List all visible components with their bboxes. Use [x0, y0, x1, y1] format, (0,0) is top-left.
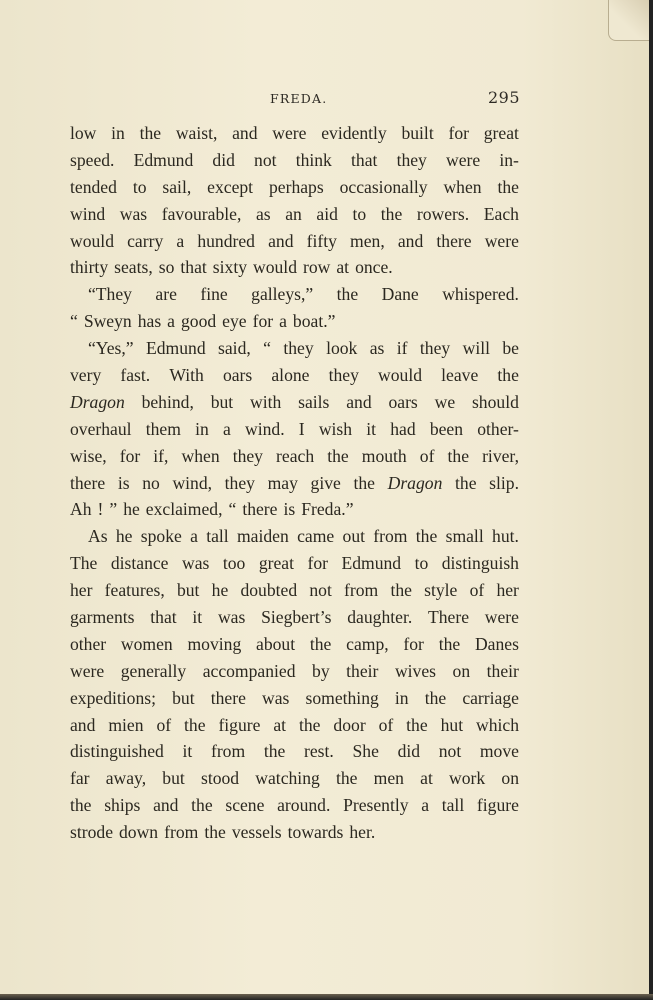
page-number: 295 [488, 88, 521, 107]
word: were [484, 230, 519, 251]
word: too [222, 553, 246, 574]
word: mouth [361, 445, 407, 466]
word: is [283, 499, 296, 520]
word: fifty [306, 230, 337, 251]
word: features, [104, 580, 165, 601]
text-line [70, 147, 519, 174]
word: “ [70, 311, 78, 332]
word: fast. [120, 365, 151, 386]
word: there [242, 499, 278, 520]
word: to [352, 203, 367, 224]
word: wish [318, 418, 353, 439]
word: they [419, 338, 451, 359]
word: the [497, 176, 519, 197]
word: but [162, 768, 185, 789]
word: if [396, 338, 408, 359]
word: to [414, 553, 429, 574]
word: by [312, 660, 330, 681]
word: scene [225, 795, 265, 816]
word: as [255, 203, 271, 224]
word: rest. [304, 741, 334, 762]
text-line [70, 792, 519, 819]
word: moving [187, 633, 242, 654]
word: around. [277, 795, 331, 816]
word: the [336, 284, 359, 305]
word: boat.” [292, 311, 336, 332]
word: in [195, 418, 209, 439]
text-line [70, 470, 519, 497]
word: hut. [492, 526, 519, 547]
text-line [70, 228, 519, 255]
word: expeditions; [70, 687, 157, 708]
word: there [210, 687, 246, 708]
word: at [336, 257, 350, 278]
word: ships [104, 795, 141, 816]
word: towards [287, 822, 344, 843]
word: down [119, 822, 159, 843]
word: that [150, 607, 177, 628]
word: as [369, 338, 385, 359]
word: built [401, 123, 434, 143]
word: seats, [114, 257, 153, 278]
body-text [70, 120, 519, 846]
word: camp, [346, 633, 389, 654]
word: oars [388, 391, 418, 412]
word: look [326, 338, 358, 359]
word: the [353, 472, 375, 493]
word: would [378, 365, 423, 386]
running-head-title: FREDA. [270, 91, 328, 106]
word: wind. [245, 418, 285, 439]
word: style [424, 580, 458, 601]
word: was [262, 687, 290, 708]
word: waist, [175, 123, 218, 143]
word: but [172, 687, 195, 708]
word: sails [298, 391, 330, 412]
word: favourable, [161, 203, 242, 224]
word: men, [350, 230, 385, 251]
word: The [70, 553, 98, 574]
word: and [346, 391, 372, 412]
page-corner-fold [608, 0, 649, 41]
word: with [250, 391, 282, 412]
word: Dragon [387, 472, 443, 493]
word: evidently [321, 123, 387, 143]
word: door [333, 714, 366, 735]
text-line [70, 712, 519, 739]
word: There [428, 607, 470, 628]
word: when [181, 445, 220, 466]
word: generally [120, 660, 187, 681]
text-line [70, 120, 519, 147]
word: galleys,” [251, 284, 314, 305]
word: far [70, 768, 90, 789]
word: and [70, 714, 96, 735]
word: be [502, 338, 519, 359]
word: would [253, 257, 297, 278]
word: Siegbert’s [261, 607, 332, 628]
word: a [279, 311, 287, 332]
word: the [335, 768, 358, 789]
word: the [447, 445, 470, 466]
word: tall [206, 526, 229, 547]
word: exclaimed, [145, 499, 223, 520]
word: Each [483, 203, 519, 224]
word: he [115, 526, 133, 547]
text-line [70, 604, 519, 631]
word: it [366, 418, 377, 439]
word: tall [441, 795, 465, 816]
text-line [70, 819, 519, 846]
word: was [181, 553, 210, 574]
word: occasionally [339, 176, 428, 197]
word: they [224, 472, 255, 493]
word: he [211, 580, 229, 601]
word: “ [263, 338, 271, 359]
word: they [232, 445, 263, 466]
word: hut [440, 714, 464, 735]
word: “They [88, 284, 132, 305]
text-line [70, 281, 519, 308]
text-line [70, 335, 519, 362]
word: the [380, 203, 403, 224]
word: has [137, 311, 162, 332]
text-line [70, 389, 519, 416]
word: he [123, 499, 140, 520]
word: away, [105, 768, 147, 789]
word: reach [276, 445, 315, 466]
word: the [497, 365, 519, 386]
word: their [486, 660, 519, 681]
word: been [429, 418, 464, 439]
word: give [310, 472, 341, 493]
word: overhaul [70, 418, 132, 439]
word: alone [271, 365, 310, 386]
word: from [373, 526, 408, 547]
word: the [390, 580, 412, 601]
word: so [158, 257, 175, 278]
word: it [192, 607, 203, 628]
word: her [70, 580, 93, 601]
word: about [256, 633, 296, 654]
word: they [283, 338, 314, 359]
word: tended [70, 176, 117, 197]
word: Sweyn [83, 311, 132, 332]
word: will [462, 338, 490, 359]
word: the [406, 714, 428, 735]
text-line [70, 254, 519, 281]
word: I [298, 418, 305, 439]
text-line [70, 685, 519, 712]
word: had [390, 418, 416, 439]
word: for [119, 445, 141, 466]
word: the [139, 123, 162, 143]
word: wives [394, 660, 436, 681]
word: there [70, 472, 106, 493]
word: not [438, 741, 462, 762]
word: She [352, 741, 379, 762]
word: speed. [70, 149, 115, 170]
word: and [153, 795, 179, 816]
word: vessels [231, 822, 282, 843]
word: that [351, 149, 378, 170]
word: oars [222, 365, 253, 386]
word: not [254, 149, 277, 170]
word: for [252, 311, 274, 332]
word: the [309, 633, 332, 654]
word: stood [200, 768, 240, 789]
text-line [70, 362, 519, 389]
word: did [212, 149, 235, 170]
word: mien [108, 714, 144, 735]
word: in [394, 687, 409, 708]
word: doubted [240, 580, 298, 601]
word: accompanied [202, 660, 296, 681]
word: we [434, 391, 456, 412]
word: her [496, 580, 519, 601]
word: watching [255, 768, 320, 789]
word: daughter. [347, 607, 413, 628]
word: the [191, 795, 213, 816]
word: wind, [172, 472, 213, 493]
word: ” [109, 499, 118, 520]
word: think [295, 149, 332, 170]
word: her. [349, 822, 376, 843]
word: great [258, 553, 294, 574]
word: of [156, 714, 172, 735]
word: for [307, 553, 328, 574]
word: spoke [140, 526, 182, 547]
word: at [273, 714, 287, 735]
word: a [190, 526, 198, 547]
word: but [210, 391, 234, 412]
word: is [117, 472, 130, 493]
text-line [70, 631, 519, 658]
text-line [70, 201, 519, 228]
word: were [272, 123, 307, 143]
word: thirty [70, 257, 109, 278]
word: came [297, 526, 335, 547]
word: work [449, 768, 486, 789]
word: were [446, 149, 481, 170]
word: they [396, 149, 427, 170]
text-line [70, 496, 519, 523]
word: a [421, 795, 430, 816]
word: the [327, 445, 349, 466]
word: Edmund [133, 149, 194, 170]
word: great [483, 123, 519, 143]
running-head [0, 88, 653, 110]
word: strode [70, 822, 113, 843]
word: that [180, 257, 207, 278]
word: to [132, 176, 147, 197]
word: fine [200, 284, 228, 305]
word: garments [70, 607, 135, 628]
word: other- [477, 418, 519, 439]
word: wind [70, 203, 106, 224]
text-line [70, 416, 519, 443]
word: Freda.” [301, 499, 354, 520]
word: perhaps [268, 176, 324, 197]
word: small [445, 526, 484, 547]
word: of [419, 445, 435, 466]
word: the [424, 687, 447, 708]
word: of [469, 580, 485, 601]
word: from [210, 741, 246, 762]
word: distinguish [441, 553, 519, 574]
word: were [484, 607, 519, 628]
word: something [305, 687, 379, 708]
word: Dane [381, 284, 419, 305]
word: did [397, 741, 421, 762]
word: distance [110, 553, 169, 574]
word: carry [127, 230, 164, 251]
word: a [223, 418, 231, 439]
word: for [448, 123, 469, 143]
word: aid [316, 203, 338, 224]
word: on [452, 660, 471, 681]
word: in [111, 123, 125, 143]
word: out [342, 526, 365, 547]
word: for [403, 633, 424, 654]
text-line [70, 577, 519, 604]
word: if, [153, 445, 169, 466]
word: Danes [474, 633, 519, 654]
word: the [415, 526, 438, 547]
word: wise, [70, 445, 107, 466]
word: the [70, 795, 92, 816]
text-line [70, 658, 519, 685]
word: low [70, 123, 97, 143]
word: on [501, 768, 519, 789]
word: As [88, 526, 108, 547]
word: very [70, 365, 102, 386]
word: the [204, 822, 226, 843]
word: With [169, 365, 204, 386]
word: the [438, 633, 461, 654]
text-line [70, 550, 519, 577]
word: carriage [462, 687, 519, 708]
word: an [285, 203, 302, 224]
word: other [70, 633, 107, 654]
word: the [263, 741, 286, 762]
word: rowers. [416, 203, 470, 224]
word: ! [97, 499, 104, 520]
word: they [328, 365, 359, 386]
word: from [344, 580, 379, 601]
word: and [268, 230, 294, 251]
word: eye [222, 311, 247, 332]
word: women [120, 633, 173, 654]
word: there [436, 230, 472, 251]
text-line [70, 523, 519, 550]
word: were [70, 660, 105, 681]
word: slip. [489, 472, 519, 493]
word: leave [441, 365, 479, 386]
word: “Yes,” [88, 338, 134, 359]
word: the [299, 714, 321, 735]
word: but [176, 580, 200, 601]
word: whispered. [442, 284, 519, 305]
word: Ah [70, 499, 92, 520]
word: said, [218, 338, 251, 359]
page-edge-bottom [0, 994, 653, 1000]
word: not [309, 580, 332, 601]
word: a [167, 311, 175, 332]
word: figure [218, 714, 261, 735]
word: row [302, 257, 331, 278]
word: was [119, 203, 148, 224]
word: figure [476, 795, 519, 816]
word: men [373, 768, 404, 789]
word: would [70, 230, 114, 251]
word: the [455, 472, 477, 493]
word: and [397, 230, 424, 251]
text-line [70, 738, 519, 765]
word: the [184, 714, 206, 735]
word: when [443, 176, 482, 197]
word: “ [228, 499, 237, 520]
word: Edmund [146, 338, 206, 359]
word: sail, [162, 176, 192, 197]
text-line [70, 765, 519, 792]
word: hundred [197, 230, 255, 251]
word: Edmund [341, 553, 402, 574]
word: which [476, 714, 519, 735]
page-edge-right [649, 0, 653, 1000]
word: of [378, 714, 394, 735]
word: except [207, 176, 254, 197]
word: in- [499, 149, 519, 170]
word: are [155, 284, 177, 305]
word: a [176, 230, 185, 251]
word: no [142, 472, 160, 493]
word: distinguished [70, 741, 164, 762]
word: it [182, 741, 193, 762]
word: maiden [237, 526, 289, 547]
word: river, [482, 445, 519, 466]
word: their [346, 660, 379, 681]
word: Dragon [70, 391, 125, 412]
word: good [180, 311, 217, 332]
word: may [267, 472, 298, 493]
word: at [420, 768, 433, 789]
word: sixty [212, 257, 247, 278]
word: and [232, 123, 258, 143]
word: was [217, 607, 246, 628]
word: behind, [141, 391, 194, 412]
word: should [471, 391, 519, 412]
word: Presently [343, 795, 409, 816]
text-line [70, 308, 519, 335]
word: from [164, 822, 199, 843]
text-line [70, 443, 519, 470]
word: move [479, 741, 519, 762]
word: them [145, 418, 181, 439]
text-line [70, 174, 519, 201]
word: once. [355, 257, 393, 278]
